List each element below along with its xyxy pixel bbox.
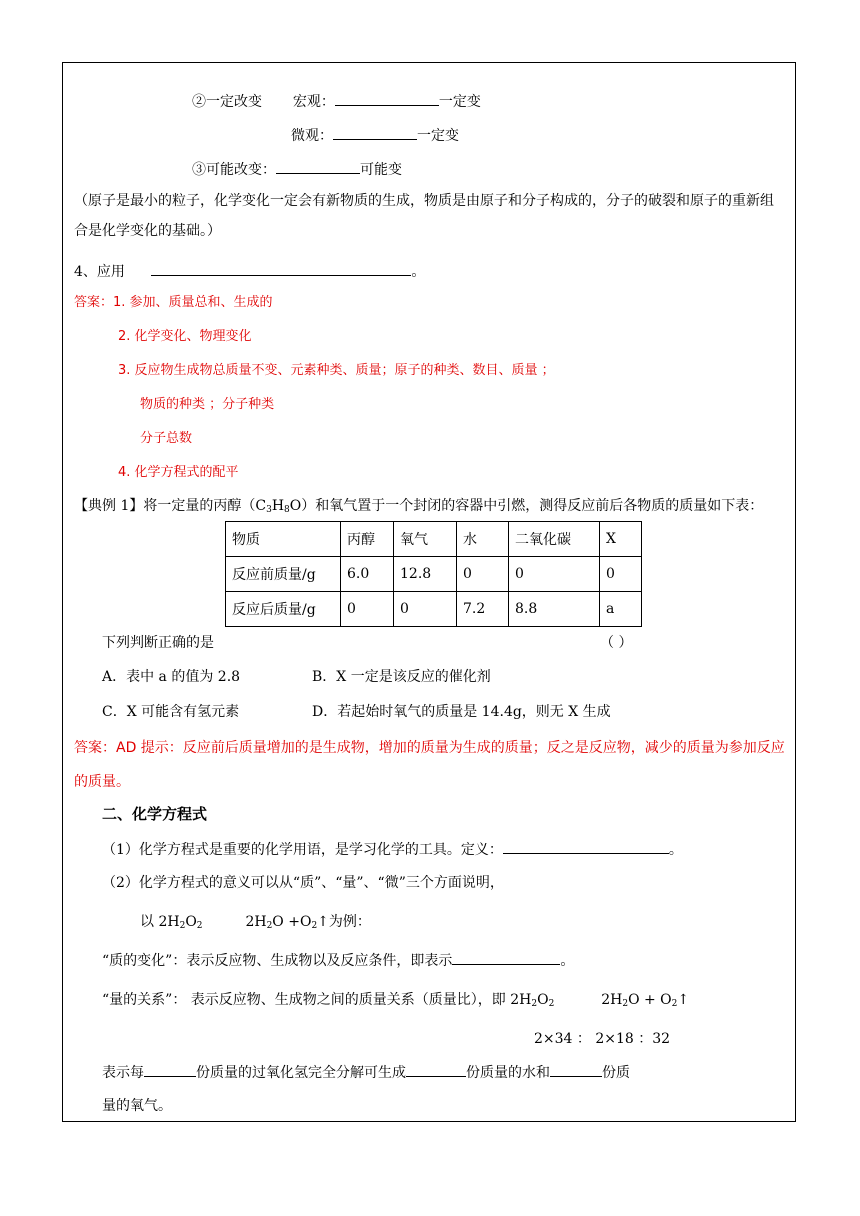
- table-cell: 二氧化碳: [509, 522, 600, 557]
- intro-sub-2: 8: [284, 505, 290, 515]
- possible-blank: [276, 159, 360, 174]
- eq-part: O +O: [272, 914, 312, 930]
- eq-sub: 2: [671, 999, 678, 1009]
- eq-sub: 2: [531, 999, 538, 1009]
- micro-label: 微观：: [291, 128, 333, 144]
- example1-answer: 答案：AD 提示：反应前后质量增加的是生成物，增加的质量为生成的质量；反之是反应物，减少的质量为参加反应的质量。: [74, 740, 785, 790]
- intro-sub-1: 3: [266, 505, 272, 515]
- definition-line: [102, 839, 683, 859]
- intro-part-b: O）和氧气置于一个封闭的容器中引燃，测得反应前后各物质的质量如下表：: [289, 498, 764, 514]
- table-header-row: [226, 522, 642, 557]
- micro-line: [291, 125, 459, 145]
- quantity-text: “量的关系”： 表示反应物、生成物之间的质量关系（质量比），即 2H: [102, 992, 532, 1008]
- eq-sub: 2: [622, 999, 629, 1009]
- certain-change-label: ②一定改变: [192, 94, 262, 110]
- possible-tail: 可能变: [360, 162, 402, 178]
- eq-part: O + O: [628, 992, 672, 1008]
- answer-paren: （ ）: [600, 635, 633, 651]
- eq-sub: 2: [548, 999, 555, 1009]
- eq-part: 以 2H: [140, 914, 180, 930]
- apply-label: 4、应用: [74, 264, 125, 280]
- option-c: C．X 可能含有氢元素: [102, 704, 240, 720]
- each-blank-2: [406, 1062, 466, 1077]
- table-cell: 0: [457, 557, 509, 592]
- option-b: B．X 一定是该反应的催化剂: [312, 669, 491, 685]
- each-line-end: 量的氧气。: [102, 1098, 172, 1114]
- table-row: [226, 557, 642, 592]
- table-cell: 8.8: [509, 592, 600, 627]
- answer-3c: 分子总数: [140, 431, 193, 446]
- macro-blank: [335, 91, 439, 106]
- micro-blank: [333, 125, 417, 140]
- eq-sub: 2: [311, 921, 318, 931]
- quality-end: 。: [560, 953, 575, 969]
- definition-end: 。: [668, 842, 683, 858]
- quality-line: [102, 950, 574, 970]
- possible-line: [192, 159, 402, 179]
- each-line: [102, 1062, 630, 1082]
- table-cell: 物质: [226, 522, 341, 557]
- possible-label: ③可能改变：: [192, 162, 276, 178]
- eq-part: ↑: [677, 992, 690, 1008]
- table-cell: a: [600, 592, 642, 627]
- question-text: 下列判断正确的是: [102, 635, 214, 651]
- definition-blank: [503, 839, 669, 854]
- mass-ratio: 2×34 ： 2×18 ：32: [534, 1031, 671, 1047]
- each-blank-1: [144, 1062, 196, 1077]
- each-text: 表示每: [102, 1065, 144, 1081]
- quality-text: “质的变化”：表示反应物、生成物以及反应条件，即表示: [102, 953, 453, 969]
- eq-part: 2H: [601, 992, 623, 1008]
- eq-sub: 2: [179, 921, 186, 931]
- note-paragraph: （原子是最小的粒子，化学变化一定会有新物质的生成，物质是由原子和分子构成的，分子的破裂和原子的重新组合是化学变化的基础。）: [74, 193, 774, 239]
- table-cell: 0: [341, 592, 394, 627]
- table-cell: 反应后质量/g: [226, 592, 341, 627]
- quality-blank: [452, 950, 560, 965]
- example-equation: [140, 913, 371, 935]
- answer-1: 答案：1. 参加、质量总和、生成的: [74, 295, 273, 310]
- table-cell: 丙醇: [341, 522, 394, 557]
- table-cell: 氧气: [394, 522, 457, 557]
- answer-2: 2. 化学变化、物理变化: [118, 329, 252, 344]
- apply-line: [74, 261, 425, 281]
- table-cell: 12.8: [394, 557, 457, 592]
- definition-text: （1）化学方程式是重要的化学用语，是学习化学的工具。定义：: [102, 842, 503, 858]
- intro-h: H: [271, 498, 285, 514]
- table-cell: 水: [457, 522, 509, 557]
- apply-tail: 。: [411, 264, 426, 280]
- meaning-line: （2）化学方程式的意义可以从“质”、“量”、“微”三个方面说明，: [102, 875, 504, 891]
- macro-label: 宏观：: [292, 94, 335, 110]
- table-cell: 反应前质量/g: [226, 557, 341, 592]
- section2-title: 二、化学方程式: [102, 805, 208, 823]
- option-a: A．表中 a 的值为 2.8: [102, 669, 241, 685]
- eq-part: O: [537, 992, 549, 1008]
- option-d: D．若起始时氧气的质量是 14.4g，则无 X 生成: [312, 704, 611, 720]
- answer-4: 4. 化学方程式的配平: [118, 465, 239, 480]
- table-cell: 7.2: [457, 592, 509, 627]
- eq-sub: 2: [266, 921, 273, 931]
- mass-table: [225, 521, 642, 627]
- eq-part: O: [185, 914, 197, 930]
- table-cell: 0: [394, 592, 457, 627]
- micro-tail: 一定变: [417, 128, 459, 144]
- macro-tail: 一定变: [438, 94, 481, 110]
- table-cell: X: [600, 522, 642, 557]
- eq-part: ↑为例：: [317, 914, 371, 930]
- each-text: 份质量的水和: [466, 1065, 550, 1081]
- apply-blank: [151, 261, 411, 276]
- each-text: 份质: [602, 1065, 630, 1081]
- example1-intro: [74, 497, 763, 519]
- table-cell: 0: [600, 557, 642, 592]
- each-text: 份质量的过氧化氢完全分解可生成: [196, 1065, 406, 1081]
- each-blank-3: [550, 1062, 602, 1077]
- eq-part: 2H: [245, 914, 267, 930]
- intro-part-a: 【典例 1】将一定量的丙醇（C: [74, 498, 267, 514]
- answer-3: 3. 反应物生成物总质量不变、元素种类、质量；原子的种类、数目、质量 ；: [118, 363, 555, 378]
- certain-change-line: [192, 91, 481, 111]
- table-cell: 6.0: [341, 557, 394, 592]
- answer-3b: 物质的种类 ；分子种类: [140, 397, 275, 412]
- table-row: [226, 592, 642, 627]
- table-cell: 0: [509, 557, 600, 592]
- quantity-line: [102, 991, 689, 1013]
- eq-sub: 2: [196, 921, 203, 931]
